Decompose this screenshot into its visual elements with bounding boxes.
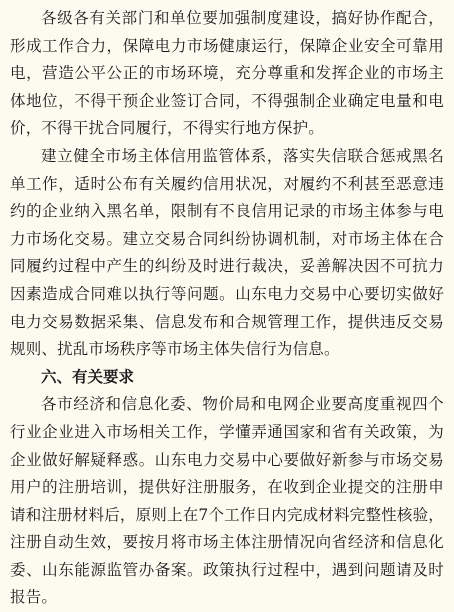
paragraph-credit-supervision: 建立健全市场主体信用监管体系，落实失信联合惩戒黑名单工作，适时公布有关履约信用状况，对履约不利甚至恶意违约的企业纳入黑名单，限制有不良信用记录的市场主体参与电力市场化交易。建立交易合同纠纷协调机制，对市场主体在合同履约过程中产生的纠纷及时进行裁决，妥善解决因不可抗力因素造成合同难以执行等问题。山东电力交易中心要切实做好电力交易数据采集、信息发布和合规管理工作，提供违反交易规则、扰乱市场秩序等市场主体失信行为信息。 [10, 146, 444, 359]
section-heading-requirements: 六、有关要求 [41, 367, 135, 386]
paragraph-requirements: 各市经济和信息化委、物价局和电网企业要高度重视四个行业企业进入市场相关工作，学懂弄通国家和省有关政策，为企业做好解疑释惑。山东电力交易中心要做好新参与市场交易用户的注册培训，提供好注册服务，在收到企业提交的注册申请和注册材料后，原则上在7个工作日内完成材料完整性核验，注册自动生效，要按月将市场主体注册情况向省经济和信息化委、山东能源监管办备案。政策执行过程中，遇到问题请及时报告。 [10, 395, 444, 607]
paragraph-institution-building: 各级各有关部门和单位要加强制度建设，搞好协作配合，形成工作合力，保障电力市场健康运行，保障企业安全可靠用电，营造公平公正的市场环境，充分尊重和发挥企业的市场主体地位，不得干预企业签订合同，不得强制企业确定电量和电价，不得干扰合同履行，不得实行地方保护。 [10, 9, 444, 138]
